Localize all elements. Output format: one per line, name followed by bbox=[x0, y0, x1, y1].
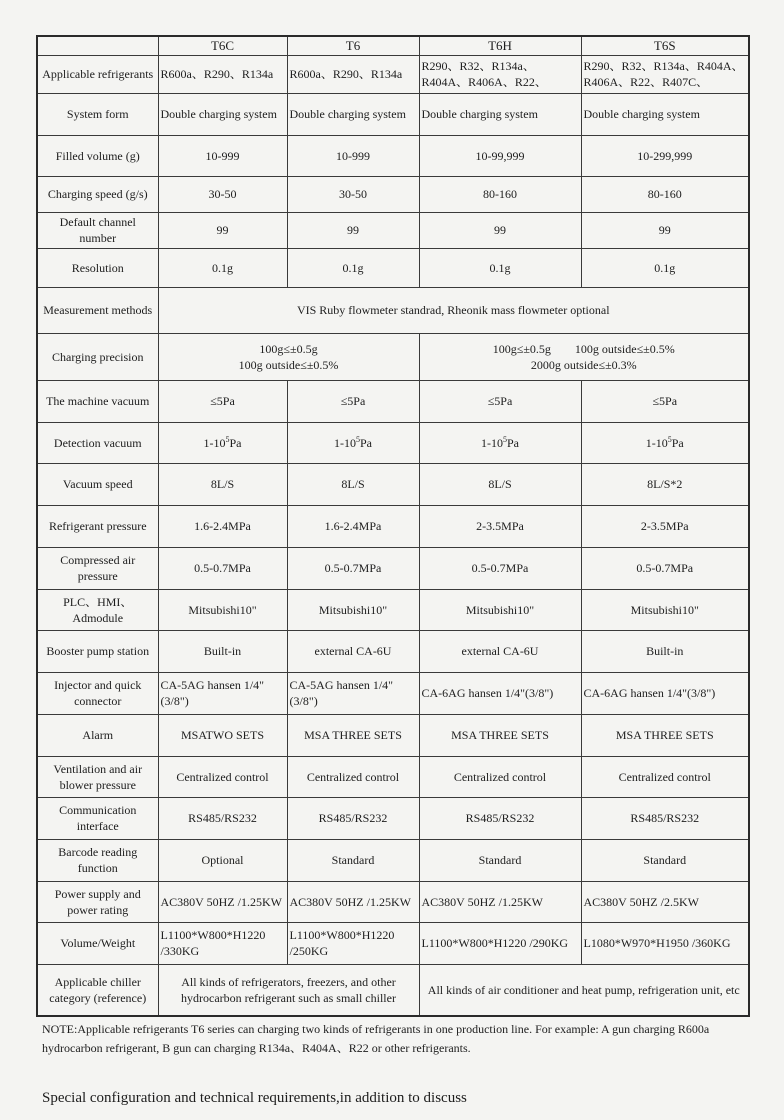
cell-t6c: Centralized control bbox=[158, 756, 287, 797]
special-requirements-text: Special configuration and technical requirements,in addition to discuss bbox=[42, 1090, 467, 1106]
row-label: Alarm bbox=[37, 714, 158, 756]
row-communication bbox=[37, 797, 749, 839]
header-t6h: T6H bbox=[419, 36, 581, 55]
row-refrigerant-pressure bbox=[37, 505, 749, 547]
row-refrigerants bbox=[37, 55, 749, 93]
header-row bbox=[37, 36, 749, 55]
cell-t6s: AC380V 50HZ /2.5KW bbox=[581, 881, 749, 922]
row-label: Default channel number bbox=[37, 212, 158, 248]
row-label: Applicable refrigerants bbox=[37, 55, 158, 93]
cell-t6s: Double charging system bbox=[581, 93, 749, 135]
header-t6c: T6C bbox=[158, 36, 287, 55]
cell-t6c: CA-5AG hansen 1/4"(3/8") bbox=[158, 672, 287, 714]
cell-t6s: Standard bbox=[581, 839, 749, 881]
cell-t6h: 99 bbox=[419, 212, 581, 248]
cell-t6c: 8L/S bbox=[158, 463, 287, 505]
cell-t6s: CA-6AG hansen 1/4"(3/8") bbox=[581, 672, 749, 714]
cell-precision-t6c-t6 bbox=[158, 333, 419, 380]
cell-t6s: 0.1g bbox=[581, 248, 749, 287]
cell-t6h: AC380V 50HZ /1.25KW bbox=[419, 881, 581, 922]
cell-t6s: 0.5-0.7MPa bbox=[581, 547, 749, 589]
cell-t6: Centralized control bbox=[287, 756, 419, 797]
row-vacuum-speed bbox=[37, 463, 749, 505]
row-charging-speed bbox=[37, 176, 749, 212]
row-label: Barcode reading function bbox=[37, 839, 158, 881]
cell-t6: $1-10^5Pa$ bbox=[287, 422, 419, 463]
row-label: PLC、HMI、Admodule bbox=[37, 589, 158, 630]
row-label: Charging speed (g/s) bbox=[37, 176, 158, 212]
row-power bbox=[37, 881, 749, 922]
cell-t6s: L1080*W970*H1950 /360KG bbox=[581, 922, 749, 964]
row-label: Vacuum speed bbox=[37, 463, 158, 505]
cell-t6: L1100*W800*H1220 /250KG bbox=[287, 922, 419, 964]
cell-t6h: Standard bbox=[419, 839, 581, 881]
cell-t6: ≤5Pa bbox=[287, 380, 419, 422]
cell-t6h: Mitsubishi10" bbox=[419, 589, 581, 630]
cell-t6c: 99 bbox=[158, 212, 287, 248]
cell-t6s: 10-299,999 bbox=[581, 135, 749, 176]
row-label: Charging precision bbox=[37, 333, 158, 380]
cell-t6h: Double charging system bbox=[419, 93, 581, 135]
cell-t6s: MSA THREE SETS bbox=[581, 714, 749, 756]
precision-right-line2: 2000g outside≤±0.3% bbox=[530, 357, 637, 372]
cell-t6h: 0.1g bbox=[419, 248, 581, 287]
row-detection-vacuum bbox=[37, 422, 749, 463]
cell-t6c: $1-10^5Pa$ bbox=[158, 422, 287, 463]
cell-t6: Mitsubishi10" bbox=[287, 589, 419, 630]
cell-t6c: MSATWO SETS bbox=[158, 714, 287, 756]
cell-t6c: R600a、R290、R134a bbox=[158, 55, 287, 93]
cell-t6s: Centralized control bbox=[581, 756, 749, 797]
header-t6: T6 bbox=[287, 36, 419, 55]
cell-t6h: RS485/RS232 bbox=[419, 797, 581, 839]
spec-table bbox=[36, 35, 750, 1017]
cell-t6: Double charging system bbox=[287, 93, 419, 135]
row-air-pressure bbox=[37, 547, 749, 589]
row-label: The machine vacuum bbox=[37, 380, 158, 422]
row-label: Applicable chiller category (reference) bbox=[37, 964, 158, 1016]
cell-t6c: 1.6-2.4MPa bbox=[158, 505, 287, 547]
cell-t6c: Optional bbox=[158, 839, 287, 881]
row-precision bbox=[37, 333, 749, 380]
cell-chiller-t6h-t6s: All kinds of air conditioner and heat pump, refrigeration unit, etc bbox=[419, 964, 749, 1016]
row-label: Injector and quick connector bbox=[37, 672, 158, 714]
row-label: System form bbox=[37, 93, 158, 135]
cell-t6c: Mitsubishi10" bbox=[158, 589, 287, 630]
cell-t6c: Double charging system bbox=[158, 93, 287, 135]
cell-t6h: 0.5-0.7MPa bbox=[419, 547, 581, 589]
cell-t6s: 80-160 bbox=[581, 176, 749, 212]
cell-t6: AC380V 50HZ /1.25KW bbox=[287, 881, 419, 922]
row-ventilation bbox=[37, 756, 749, 797]
row-resolution bbox=[37, 248, 749, 287]
row-injector bbox=[37, 672, 749, 714]
cell-t6: 0.5-0.7MPa bbox=[287, 547, 419, 589]
cell-t6: CA-5AG hansen 1/4"(3/8") bbox=[287, 672, 419, 714]
cell-t6h: $1-10^5Pa$ bbox=[419, 422, 581, 463]
row-volume-weight bbox=[37, 922, 749, 964]
cell-t6c: ≤5Pa bbox=[158, 380, 287, 422]
cell-t6h: ≤5Pa bbox=[419, 380, 581, 422]
row-measurement bbox=[37, 287, 749, 333]
cell-t6: external CA-6U bbox=[287, 630, 419, 672]
row-default-channel bbox=[37, 212, 749, 248]
precision-left-line1: 100g≤±0.5g bbox=[259, 341, 318, 356]
cell-t6h: R290、R32、R134a、R404A、R406A、R22、 bbox=[419, 55, 581, 93]
cell-measurement-all: VIS Ruby flowmeter standrad, Rheonik mass flowmeter optional bbox=[158, 287, 749, 333]
cell-t6c: RS485/RS232 bbox=[158, 797, 287, 839]
row-booster bbox=[37, 630, 749, 672]
note-text: NOTE:Applicable refrigerants T6 series can charging two kinds of refrigerants in one production line. For example: A gun charging R600a hydrocarbon refrigerant, B gun can charging R134a、R404A、R22 or other refrigerants. bbox=[42, 1022, 710, 1055]
row-filled-volume bbox=[37, 135, 749, 176]
cell-t6s: 99 bbox=[581, 212, 749, 248]
cell-precision-t6h-t6s bbox=[419, 333, 749, 380]
precision-left-line2: 100g outside≤±0.5% bbox=[238, 357, 339, 372]
cell-t6: 1.6-2.4MPa bbox=[287, 505, 419, 547]
cell-t6h: Centralized control bbox=[419, 756, 581, 797]
cell-t6: 0.1g bbox=[287, 248, 419, 287]
cell-t6s: R290、R32、R134a、R404A、R406A、R22、R407C、 bbox=[581, 55, 749, 93]
row-label: Power supply and power rating bbox=[37, 881, 158, 922]
row-alarm bbox=[37, 714, 749, 756]
row-label: Ventilation and air blower pressure bbox=[37, 756, 158, 797]
row-label: Compressed air pressure bbox=[37, 547, 158, 589]
cell-t6h: external CA-6U bbox=[419, 630, 581, 672]
cell-t6h: 8L/S bbox=[419, 463, 581, 505]
row-system-form bbox=[37, 93, 749, 135]
row-label: Measurement methods bbox=[37, 287, 158, 333]
cell-t6s: $1-10^5Pa$ bbox=[581, 422, 749, 463]
cell-t6: 30-50 bbox=[287, 176, 419, 212]
cell-t6s: RS485/RS232 bbox=[581, 797, 749, 839]
cell-t6h: CA-6AG hansen 1/4"(3/8") bbox=[419, 672, 581, 714]
row-label: Detection vacuum bbox=[37, 422, 158, 463]
cell-t6: MSA THREE SETS bbox=[287, 714, 419, 756]
row-label: Communication interface bbox=[37, 797, 158, 839]
cell-t6s: Mitsubishi10" bbox=[581, 589, 749, 630]
cell-t6s: 2-3.5MPa bbox=[581, 505, 749, 547]
row-chiller bbox=[37, 964, 749, 1016]
cell-t6s: ≤5Pa bbox=[581, 380, 749, 422]
row-machine-vacuum bbox=[37, 380, 749, 422]
cell-t6c: 10-999 bbox=[158, 135, 287, 176]
header-t6s: T6S bbox=[581, 36, 749, 55]
cell-t6c: AC380V 50HZ /1.25KW bbox=[158, 881, 287, 922]
header-empty-cell bbox=[37, 36, 158, 55]
cell-t6s: 8L/S*2 bbox=[581, 463, 749, 505]
cell-t6h: 80-160 bbox=[419, 176, 581, 212]
cell-t6h: MSA THREE SETS bbox=[419, 714, 581, 756]
row-label: Resolution bbox=[37, 248, 158, 287]
row-plc bbox=[37, 589, 749, 630]
cell-t6c: Built-in bbox=[158, 630, 287, 672]
cell-t6: 8L/S bbox=[287, 463, 419, 505]
cell-t6: Standard bbox=[287, 839, 419, 881]
row-label: Booster pump station bbox=[37, 630, 158, 672]
cell-t6h: L1100*W800*H1220 /290KG bbox=[419, 922, 581, 964]
cell-t6: 10-999 bbox=[287, 135, 419, 176]
cell-t6c: 30-50 bbox=[158, 176, 287, 212]
cell-t6: R600a、R290、R134a bbox=[287, 55, 419, 93]
cell-chiller-t6c-t6: All kinds of refrigerators, freezers, and other hydrocarbon refrigerant such as small chiller bbox=[158, 964, 419, 1016]
precision-right-line1: 100g≤±0.5g 100g outside≤±0.5% bbox=[492, 341, 675, 356]
cell-t6: 99 bbox=[287, 212, 419, 248]
cell-t6c: 0.1g bbox=[158, 248, 287, 287]
row-label: Filled volume (g) bbox=[37, 135, 158, 176]
row-label: Refrigerant pressure bbox=[37, 505, 158, 547]
row-barcode bbox=[37, 839, 749, 881]
cell-t6s: Built-in bbox=[581, 630, 749, 672]
cell-t6: RS485/RS232 bbox=[287, 797, 419, 839]
cell-t6h: 10-99,999 bbox=[419, 135, 581, 176]
cell-t6c: L1100*W800*H1220 /330KG bbox=[158, 922, 287, 964]
row-label: Volume/Weight bbox=[37, 922, 158, 964]
cell-t6h: 2-3.5MPa bbox=[419, 505, 581, 547]
cell-t6c: 0.5-0.7MPa bbox=[158, 547, 287, 589]
